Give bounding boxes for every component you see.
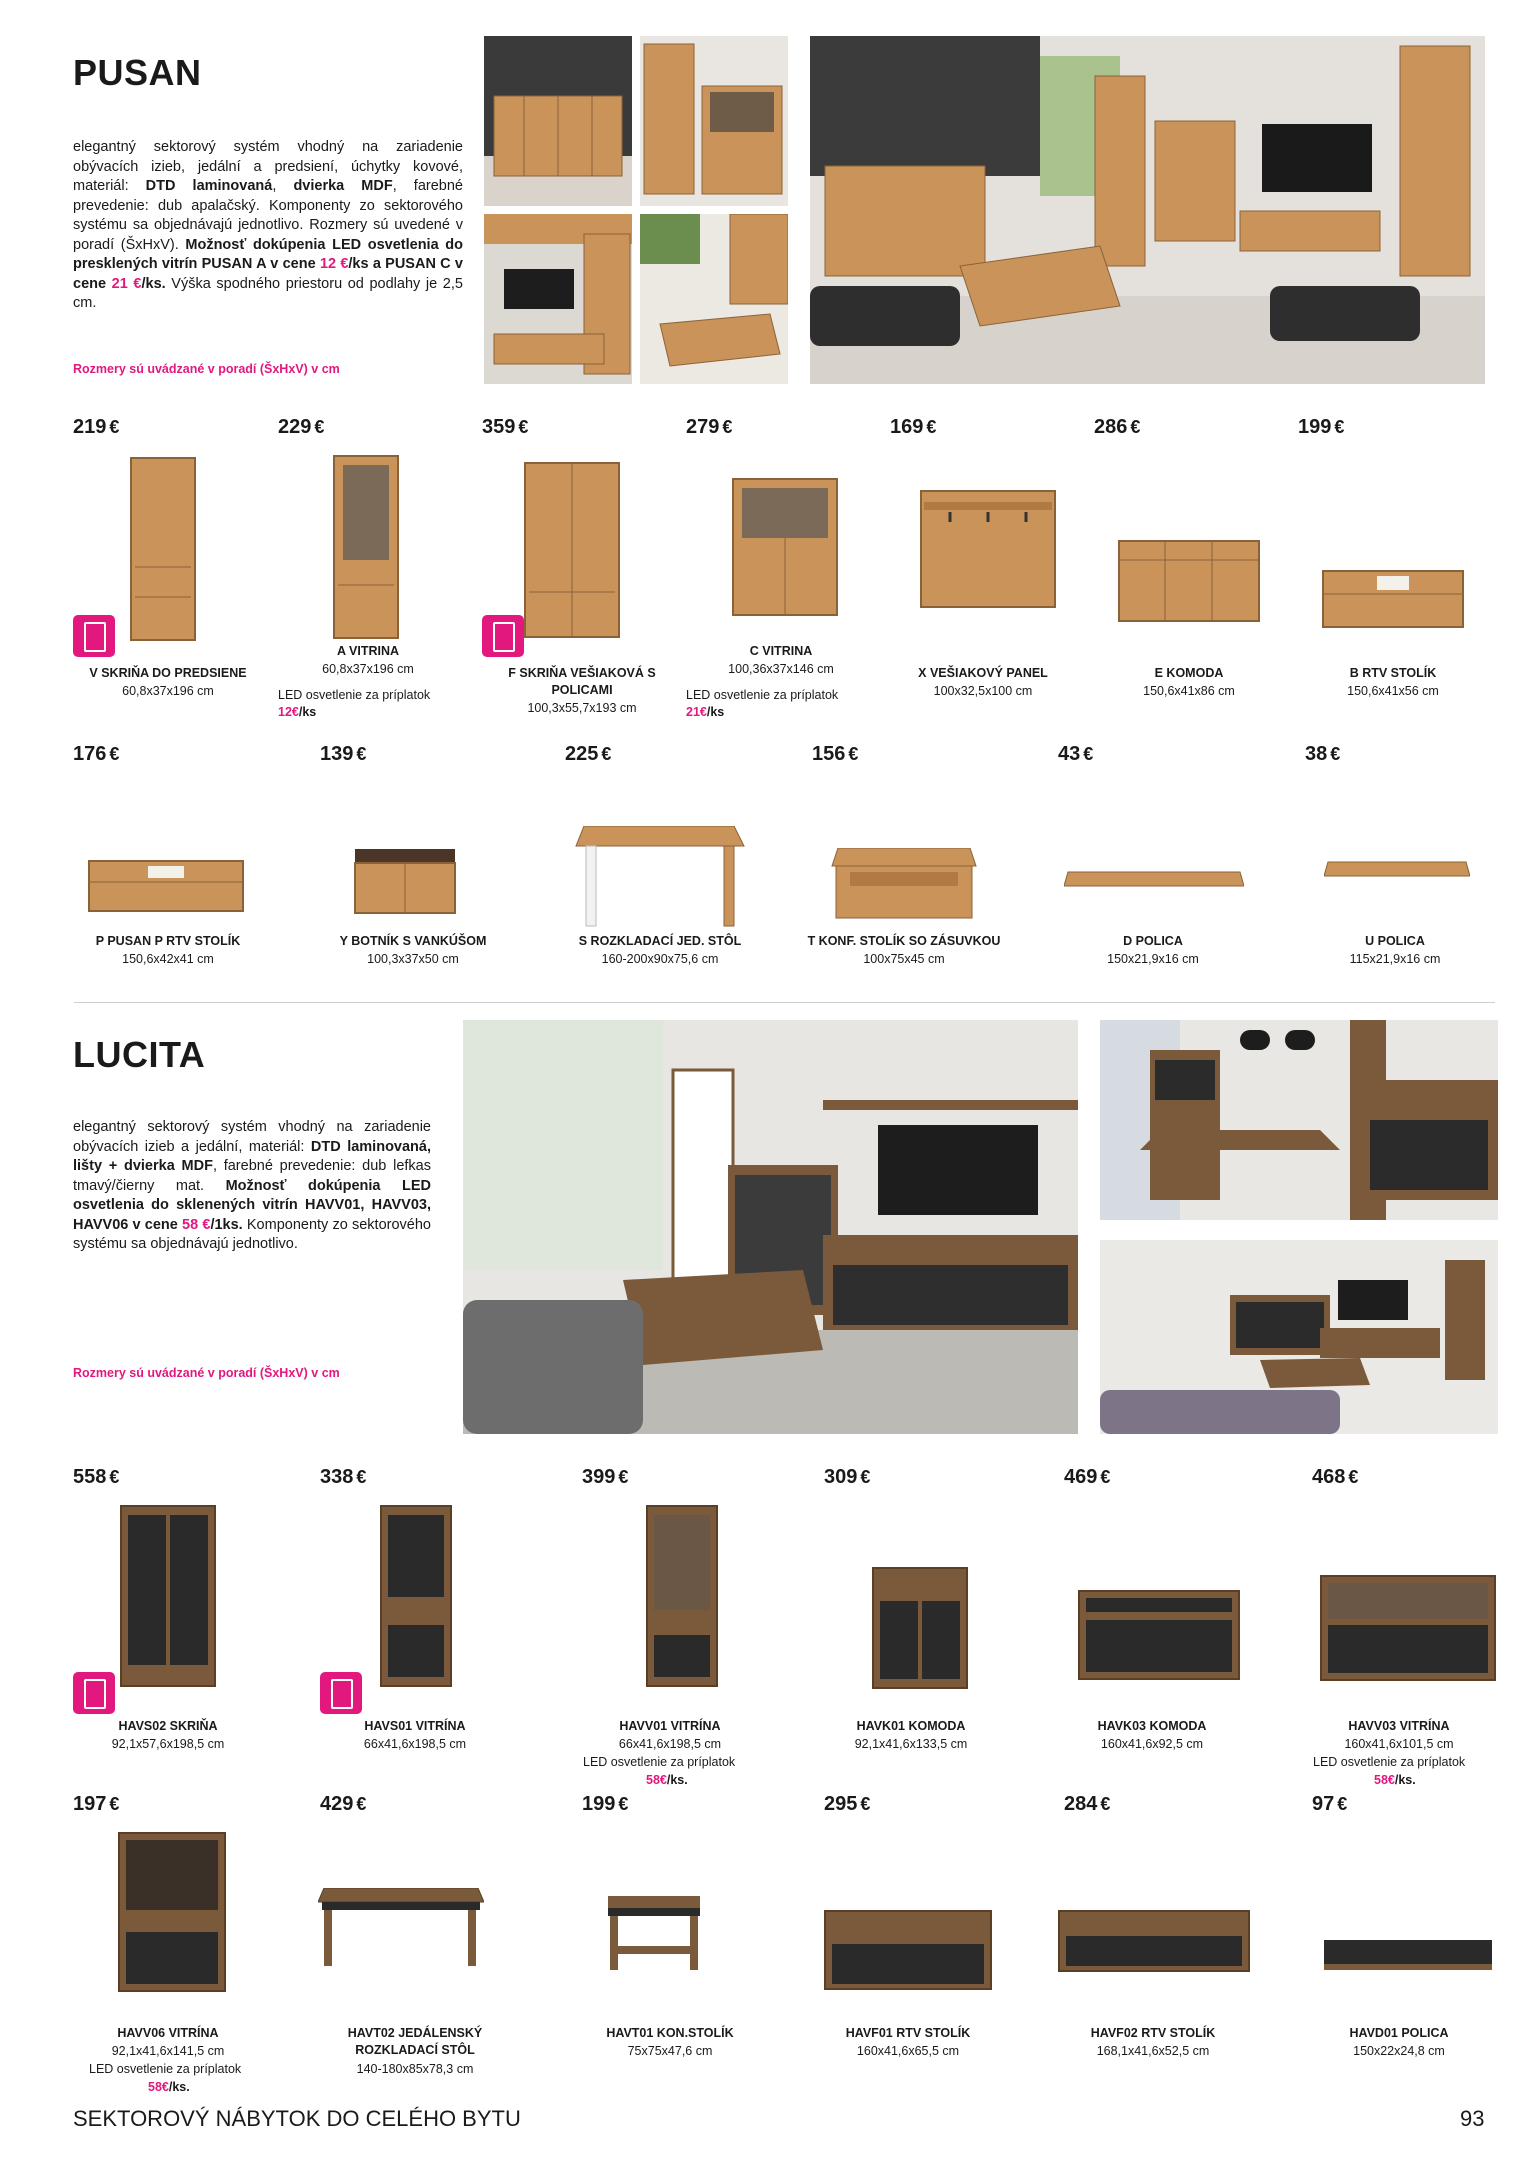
price-pusan-d: 43 € [1058, 743, 1094, 765]
product-dims-havd01: 150x22x24,8 cm [1353, 2044, 1445, 2058]
product-name-havk03: HAVK03 KOMODA [1097, 1719, 1207, 1733]
product-name-havv03: HAVV03 VITRÍNA [1348, 1719, 1450, 1733]
product-name-pusan-e: E KOMODA [1154, 666, 1224, 680]
product-dims-havk01: 92,1x41,6x133,5 cm [854, 1737, 968, 1751]
product-name-pusan-f: F SKRIŇA VEŠIAKOVÁ S POLICAMI [508, 666, 656, 697]
product-name-pusan-y: Y BOTNÍK S VANKÚŠOM [339, 934, 487, 948]
product-image-havs01 [380, 1505, 452, 1691]
product-name-pusan-d: D POLICA [1123, 934, 1183, 948]
product-led-price-havv01: 58€/ks. [646, 1773, 688, 1787]
price-pusan-b: 199 € [1298, 416, 1345, 438]
product-name-pusan-a: A VITRINA [336, 644, 400, 658]
product-name-pusan-b: B RTV STOLÍK [1349, 666, 1437, 680]
product-image-havv03 [1320, 1575, 1496, 1685]
price-pusan-t: 156 € [812, 743, 859, 765]
pusan-photo-2 [640, 36, 788, 206]
price-havk03: 469 € [1064, 1466, 1111, 1488]
product-dims-havf01: 160x41,6x65,5 cm [856, 2044, 960, 2058]
product-name-pusan-p: P PUSAN P RTV STOLÍK [95, 934, 241, 948]
product-led-price-havv03: 58€/ks. [1374, 1773, 1416, 1787]
price-havk01: 309 € [824, 1466, 871, 1488]
pusan-v-wardrobe-badge-icon [73, 615, 115, 657]
product-image-pusan-f [524, 462, 620, 640]
product-led-pusan-a: LED osvetlenie za príplatok [278, 688, 431, 702]
product-image-havf01 [824, 1910, 992, 1994]
product-image-pusan-y [354, 848, 456, 918]
product-dims-pusan-c: 100,36x37x146 cm [728, 662, 834, 676]
product-name-pusan-c: C VITRINA [749, 644, 813, 658]
price-pusan-e: 286 € [1094, 416, 1141, 438]
price-havv03: 468 € [1312, 1466, 1359, 1488]
lucita-photo-3 [1100, 1240, 1498, 1434]
product-image-havt02 [318, 1888, 484, 1968]
product-dims-pusan-x: 100x32,5x100 cm [933, 684, 1033, 698]
pusan-main-photo [810, 36, 1485, 384]
product-image-havv01 [646, 1505, 718, 1691]
pusan-description: elegantný sektorový systém vhodný na zariadenie obývacích izieb, jedální a predsiení, úchytky kovové, materiál: DTD laminovaná, dvierka MDF, farebné prevedenie: dub apalačský. Komponenty zo sektorového systému sa objednávajú jednotlivo. Rozmery sú uvedené v poradí (ŠxHxV). Možnosť dokúpenia LED osvetlenia do presklených vitrín PUSAN A v cene 12 €/ks a PUSAN C v cene 21 €/ks. Výška spodného priestoru od podlahy je 2,5 cm. [73, 139, 463, 311]
product-name-havd01: HAVD01 POLICA [1349, 2026, 1449, 2040]
pusan-title: PUSAN [73, 52, 202, 93]
lucita-photo-2 [1100, 1020, 1498, 1220]
product-name-havv06: HAVV06 VITRÍNA [117, 2026, 219, 2040]
product-led-havv03: LED osvetlenie za príplatok [1313, 1755, 1466, 1769]
product-name-pusan-x: X VEŠIAKOVÝ PANEL [918, 666, 1048, 680]
price-pusan-a: 229 € [278, 416, 325, 438]
product-image-pusan-d [1064, 868, 1244, 890]
product-led-pusan-c: LED osvetlenie za príplatok [686, 688, 839, 702]
page-number: 93 [1460, 2106, 1485, 2131]
product-dims-pusan-a: 60,8x37x196 cm [322, 662, 414, 676]
pusan-photo-4 [640, 214, 788, 384]
product-led-price-pusan-a: 12€/ks [278, 705, 317, 719]
product-led-havv01: LED osvetlenie za príplatok [583, 1755, 736, 1769]
price-havv01: 399 € [582, 1466, 629, 1488]
pusan-f-wardrobe-badge-icon [482, 615, 524, 657]
product-dims-havk03: 160x41,6x92,5 cm [1100, 1737, 1204, 1751]
pusan-photo-1 [484, 36, 632, 206]
product-image-havf02 [1058, 1910, 1250, 1976]
product-image-havt01 [606, 1896, 702, 1974]
price-havv06: 197 € [73, 1793, 120, 1815]
product-image-pusan-c [732, 478, 838, 618]
price-pusan-f: 359 € [482, 416, 529, 438]
product-dims-pusan-d: 150x21,9x16 cm [1107, 952, 1199, 966]
product-name-havs01: HAVS01 VITRÍNA [364, 1719, 466, 1733]
product-image-pusan-s [574, 826, 746, 930]
product-dims-havt01: 75x75x47,6 cm [627, 2044, 713, 2058]
price-havf01: 295 € [824, 1793, 871, 1815]
price-havt02: 429 € [320, 1793, 367, 1815]
product-dims-pusan-s: 160-200x90x75,6 cm [601, 952, 719, 966]
product-name-havt02: HAVT02 JEDÁLENSKÝ ROZKLADACÍ STÔL [347, 2026, 483, 2057]
product-dims-havs02: 92,1x57,6x198,5 cm [111, 1737, 225, 1751]
product-led-price-havv06: 58€/ks. [148, 2080, 190, 2094]
lucita-main-photo [463, 1020, 1078, 1434]
product-dims-havt02: 140-180x85x78,3 cm [356, 2062, 474, 2076]
product-dims-pusan-e: 150,6x41x86 cm [1143, 684, 1235, 698]
product-dims-pusan-f: 100,3x55,7x193 cm [527, 701, 637, 715]
product-image-pusan-v [130, 457, 196, 643]
product-dims-pusan-t: 100x75x45 cm [863, 952, 945, 966]
product-name-pusan-t: T KONF. STOLÍK SO ZÁSUVKOU [807, 934, 1001, 948]
product-dims-pusan-u: 115x21,9x16 cm [1349, 952, 1441, 966]
product-dims-pusan-b: 150,6x41x56 cm [1347, 684, 1439, 698]
product-image-havk01 [872, 1567, 968, 1693]
product-dims-havv03: 160x41,6x101,5 cm [1344, 1737, 1454, 1751]
product-image-havd01 [1322, 1940, 1494, 1974]
product-name-pusan-v: V SKRIŇA DO PREDSIENE [89, 666, 247, 680]
product-image-havs02 [120, 1505, 216, 1691]
product-dims-pusan-v: 60,8x37x196 cm [122, 684, 214, 698]
product-image-havv06 [118, 1832, 226, 1996]
product-name-havt01: HAVT01 KON.STOLÍK [606, 2026, 734, 2040]
product-image-pusan-e [1118, 540, 1260, 626]
product-name-pusan-s: S ROZKLADACÍ JED. STÔL [578, 934, 742, 948]
product-dims-havf02: 168,1x41,6x52,5 cm [1096, 2044, 1210, 2058]
product-image-pusan-t [830, 848, 978, 924]
product-led-havv06: LED osvetlenie za príplatok [89, 2062, 242, 2076]
lucita-description: elegantný sektorový systém vhodný na zariadenie obývacích izieb a jedální, materiál: DTD laminovaná, lišty + dvierka MDF, farebné prevedenie: dub lefkas tmavý/čierny mat. Možnosť dokúpenia LED osvetlenia do sklenených vitrín HAVV01, HAVV03, HAVV06 v cene 58 €/1ks. Komponenty zo sektorového systému sa objednávajú jednotlivo. [73, 1119, 432, 1252]
product-name-havf01: HAVF01 RTV STOLÍK [845, 2026, 971, 2040]
product-name-pusan-u: U POLICA [1365, 934, 1425, 948]
lucita-title: LUCITA [73, 1034, 206, 1075]
product-name-havf02: HAVF02 RTV STOLÍK [1090, 2026, 1216, 2040]
product-image-havk03 [1078, 1590, 1240, 1684]
lucita-dimensions-note: Rozmery sú uvádzané v poradí (ŠxHxV) v cm [73, 1366, 340, 1380]
price-havs02: 558 € [73, 1466, 120, 1488]
product-name-havs02: HAVS02 SKRIŇA [118, 1719, 218, 1733]
product-led-price-pusan-c: 21€/ks [686, 705, 725, 719]
product-dims-pusan-y: 100,3x37x50 cm [367, 952, 459, 966]
product-image-pusan-u [1324, 858, 1470, 880]
pusan-photo-3 [484, 214, 632, 384]
price-havd01: 97 € [1312, 1793, 1348, 1815]
pusan-dimensions-note: Rozmery sú uvádzané v poradí (ŠxHxV) v cm [73, 362, 340, 376]
price-havs01: 338 € [320, 1466, 367, 1488]
footer-title: SEKTOROVÝ NÁBYTOK DO CELÉHO BYTU [73, 2106, 521, 2131]
price-pusan-v: 219 € [73, 416, 120, 438]
price-havt01: 199 € [582, 1793, 629, 1815]
product-image-pusan-b [1322, 570, 1464, 632]
product-image-pusan-a [333, 455, 399, 641]
product-name-havk01: HAVK01 KOMODA [856, 1719, 966, 1733]
price-havf02: 284 € [1064, 1793, 1111, 1815]
price-pusan-y: 139 € [320, 743, 367, 765]
price-pusan-p: 176 € [73, 743, 120, 765]
product-image-pusan-p [88, 860, 244, 916]
price-pusan-s: 225 € [565, 743, 612, 765]
havs01-wardrobe-badge-icon [320, 1672, 362, 1714]
product-dims-havs01: 66x41,6x198,5 cm [363, 1737, 467, 1751]
product-image-pusan-x [920, 490, 1056, 610]
price-pusan-c: 279 € [686, 416, 733, 438]
product-dims-havv01: 66x41,6x198,5 cm [618, 1737, 722, 1751]
price-pusan-x: 169 € [890, 416, 937, 438]
product-dims-havv06: 92,1x41,6x141,5 cm [111, 2044, 225, 2058]
section-divider [74, 1002, 1495, 1003]
product-name-havv01: HAVV01 VITRÍNA [619, 1719, 721, 1733]
havs02-wardrobe-badge-icon [73, 1672, 115, 1714]
product-dims-pusan-p: 150,6x42x41 cm [122, 952, 214, 966]
price-pusan-u: 38 € [1305, 743, 1341, 765]
